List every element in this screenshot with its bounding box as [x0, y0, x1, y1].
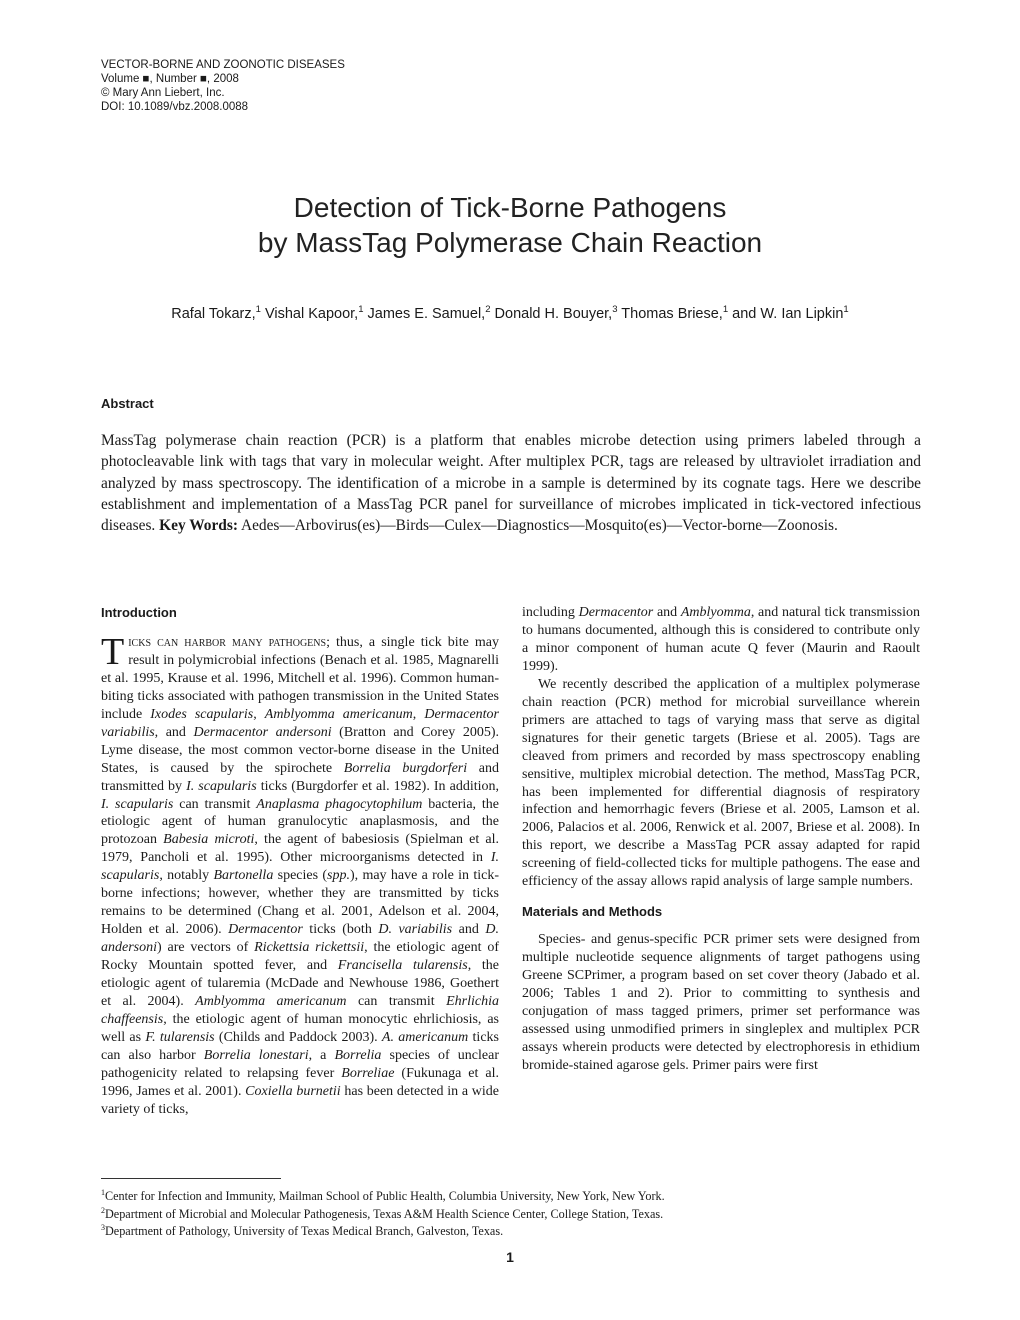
abstract-text: MassTag polymerase chain reaction (PCR) is a platform that enables microbe detection using primers labeled through a photocleavable link with tags that vary in molecular weight. After multiplex PCR, tags are released by ultraviolet irradiation and analyzed by mass spectroscopy. The identification of a microbe in a sample is determined by its cognate tags. Here we describe establishment and implementation of a MassTag PCR panel for surveillance of microbes implicated in tick-vectored infectious diseases.: [101, 432, 921, 535]
italic-term: Ixodes scapularis: [150, 706, 254, 722]
text-run: ) are vectors of: [157, 940, 255, 956]
keywords-label: Key Words:: [159, 517, 238, 535]
italic-term: Borrelia: [334, 1047, 382, 1063]
methods-heading: Materials and Methods: [522, 904, 663, 920]
footnote: [101, 1204, 665, 1222]
author-name: Donald H. Bouyer,: [494, 305, 613, 322]
italic-term: A. americanum: [381, 1029, 469, 1045]
text-run: bacteria, the etiologic agent of human granulocytic anaplasmosis, and the protozoan: [101, 796, 500, 848]
affiliation-footnotes: [101, 1186, 665, 1239]
text-run: ticks can also harbor: [101, 1029, 499, 1063]
italic-term: Ehrlichia chaffeensis: [101, 994, 500, 1027]
footnote-text: Department of Pathology, University of Texas Medical Branch, Galveston, Texas.: [105, 1224, 504, 1239]
italic-term: Dermacentor andersoni: [193, 724, 332, 740]
author-affiliation-mark: 2: [485, 304, 491, 315]
text-run: , the etiologic agent of Rocky Mountain spotted fever, and: [101, 940, 500, 974]
text-run: ; thus, a single tick bite may result in polymicrobial infections (Benach et al. 1985, Magnarelli et al. 1995, Krause et al. 1996, Mitchell et al. 1996). Common human-biting ticks associated with pathogen transmission in the United States include: [101, 634, 499, 722]
italic-term: Bartonella: [213, 868, 274, 884]
abstract-body: [101, 430, 921, 536]
journal-doi: DOI: 10.1089/vbz.2008.0088: [101, 101, 249, 113]
text-run: , a: [308, 1047, 335, 1063]
text-run: and: [653, 605, 681, 620]
footnote: [101, 1186, 665, 1204]
introduction-heading: Introduction: [101, 605, 177, 620]
text-run: species of unclear pathogenicity related to relapsing fever: [101, 1047, 499, 1081]
keywords: Aedes—Arbovirus(es)—Birds—Culex—Diagnostics—Mosquito(es)—Vector-borne—Zoonosis.: [240, 517, 838, 535]
author-affiliation-mark: 1: [843, 304, 849, 315]
author-affiliation-mark: 3: [612, 304, 618, 315]
author-name: Vishal Kapoor,: [264, 305, 359, 322]
italic-term: Francisella tularensis: [337, 958, 468, 974]
text-run: (Childs and Paddock 2003).: [214, 1029, 382, 1045]
text-run: , the etiologic agent of tularemia (McDade and Newhouse 1986, Goethert et al. 2004).: [101, 958, 499, 1010]
footnote-text: Center for Infection and Immunity, Mailman School of Public Health, Columbia University, New York, New York.: [105, 1189, 665, 1204]
intro-body: [101, 630, 500, 1117]
footnote-number: 3: [101, 1223, 105, 1233]
italic-term: I. scapularis: [101, 850, 499, 884]
text-run: ,: [253, 706, 265, 722]
text-run: species (: [273, 868, 328, 884]
author-affiliation-mark: 1: [722, 304, 729, 315]
author-name: and W. Ian Lipkin: [732, 305, 844, 322]
drop-cap: T: [101, 630, 125, 673]
author-affiliation-mark: 1: [255, 304, 261, 315]
italic-term: Borrelia burgdorferi: [343, 760, 468, 776]
right-column: [522, 604, 920, 1075]
italic-term: Coxiella burnetii: [245, 1083, 341, 1099]
text-run: (Fukunaga et al. 1996, James et al. 2001).: [101, 1065, 499, 1099]
text-run: ), may have a role in tick-borne infections; however, whether they are transmitted by ticks remains to be determined (Chang et al. 2001, Adelson et al. 2004, Holden et al. 2006).: [101, 868, 500, 938]
text-run: , the etiologic agent of human monocytic ehrlichiosis, as well as: [101, 1011, 499, 1045]
text-run: ticks (Burgdorfer et al. 1982). In addition,: [256, 778, 499, 794]
text-run: has been detected in a wide variety of ticks,: [101, 1083, 499, 1117]
italic-term: Dermacentor: [578, 605, 654, 620]
italic-term: I. scapularis: [101, 796, 174, 812]
page-number: 1: [506, 1249, 514, 1265]
italic-term: Borrelia lonestari: [203, 1047, 309, 1063]
journal-volume: Volume ■, Number ■, 2008: [101, 73, 239, 85]
text-run: including: [522, 605, 579, 620]
left-column: [101, 604, 499, 1119]
title-line-2: by MassTag Polymerase Chain Reaction: [257, 227, 763, 258]
text-run: , and natural tick transmission to humans documented, although this is considered to contribute only a minor component of human acute Q fever (Maurin and Raoult 1999).: [522, 605, 921, 674]
italic-term: Dermacentor variabilis: [101, 706, 500, 740]
text-run: ticks (both: [302, 922, 379, 938]
italic-term: D. andersoni: [101, 922, 499, 956]
italic-term: Amblyomma: [680, 605, 751, 620]
intro-paragraph-2: We recently described the application of a multiplex polymerase chain reaction (PCR) method for microbial surveillance wherein primers are attached to tags of varying mass that serve as digital signatures for their genetic targets (Briese et al. 2005). Tags are cleaved from primers and recorded by mass spectroscopy enabling sensitive, multiplex microbial detection. The method, MassTag PCR, has been implemented for differential diagnosis of respiratory infection and hemorrhagic fevers (Briese et al. 2005, Lamson et al. 2006, Palacios et al. 2006, Renwick et al. 2007, Briese et al. 2008). In this report, we describe a MassTag PCR assay adapted for rapid screening of field-collected ticks for multiple pathogens. The ease and efficiency of the assay allows rapid analysis of large sample numbers.: [522, 676, 920, 890]
intro-paragraph: [101, 630, 500, 1119]
italic-term: Dermacentor: [228, 922, 303, 938]
text-run: and: [452, 922, 486, 938]
italic-term: D. variabilis: [378, 922, 453, 938]
text-run: ,: [412, 706, 425, 722]
text-run: (Bratton and Corey 2005). Lyme disease, the most common vector-borne disease in the United States, is caused by the spirochete: [101, 724, 500, 776]
footnote-divider: [101, 1178, 281, 1179]
title-line-1: Detection of Tick-Borne Pathogens: [293, 192, 727, 223]
journal-copyright: © Mary Ann Liebert, Inc.: [101, 87, 225, 99]
italic-term: Anaplasma phagocytophilum: [256, 796, 423, 812]
author-name: Thomas Briese,: [621, 305, 723, 322]
text-run: can transmit: [173, 796, 257, 812]
italic-term: Rickettsia rickettsii: [254, 940, 365, 956]
text-run: can transmit: [346, 994, 447, 1010]
italic-term: Amblyomma americanum: [264, 706, 413, 722]
italic-term: F. tularensis: [145, 1029, 215, 1045]
italic-term: Babesia microti: [163, 832, 255, 848]
text-run: , the agent of babesiosis (Spielman et al. 1979, Pancholi et al. 1995). Other microorganisms detected in: [101, 832, 500, 866]
italic-term: spp.: [327, 868, 350, 884]
italic-term: Borreliae: [341, 1065, 395, 1081]
footnote-number: 1: [101, 1188, 105, 1197]
intro-paragraph-continued: [522, 604, 920, 676]
intro-lead-in: icks can harbor many pathogens: [128, 634, 327, 650]
author-name: Rafal Tokarz,: [171, 305, 256, 322]
abstract-heading: Abstract: [101, 396, 154, 411]
footnote-text: Department of Microbial and Molecular Pathogenesis, Texas A&M Health Science Center, College Station, Texas.: [105, 1206, 664, 1221]
italic-term: Amblyomma americanum: [195, 994, 347, 1010]
footnote-number: 2: [101, 1205, 105, 1215]
italic-term: I. scapularis: [186, 778, 257, 794]
text-run: , notably: [159, 868, 214, 884]
author-list: [0, 304, 1020, 322]
journal-header: [101, 58, 345, 114]
footnote: [101, 1221, 665, 1239]
text-run: and transmitted by: [101, 760, 499, 794]
author-name: James E. Samuel,: [367, 305, 486, 322]
journal-name: VECTOR-BORNE AND ZOONOTIC DISEASES: [101, 59, 345, 71]
methods-paragraph: Species- and genus-specific PCR primer sets were designed from multiple nucleotide sequence alignments of target pathogens using Greene SCPrimer, a program based on set cover theory (Jabado et al. 2006; Tables 1 and 2). Prior to committing to synthesis and conjugation of mass tagged primers, primer set performance was assessed using unmodified primers in singleplex and multiplex PCR assays wherein products were detected by electrophoresis in ethidium bromide-stained agarose gels. Primer pairs were first: [522, 932, 920, 1073]
article-title: [0, 190, 1020, 260]
text-run: , and: [154, 724, 194, 740]
author-affiliation-mark: 1: [358, 304, 364, 315]
